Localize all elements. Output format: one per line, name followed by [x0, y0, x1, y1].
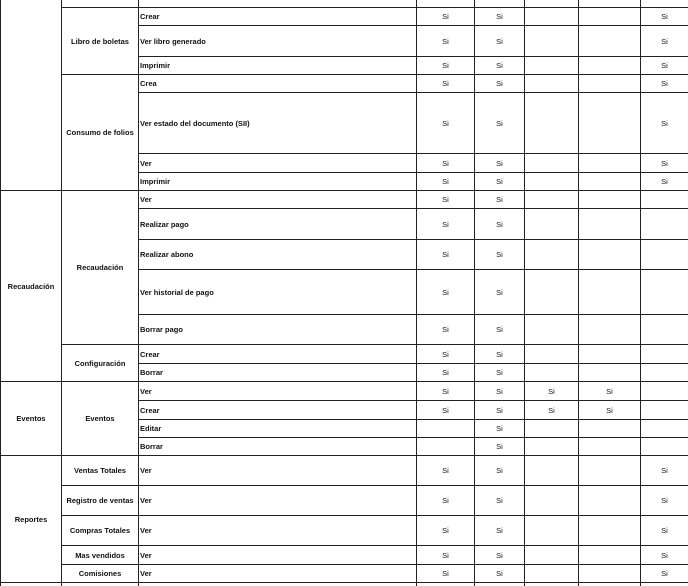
action-cell — [139, 583, 417, 586]
permission-cell: Si — [475, 270, 525, 315]
action-cell: Ver — [139, 565, 417, 583]
permission-cell — [579, 154, 641, 173]
permission-cell — [525, 270, 579, 315]
action-cell: Ver — [139, 382, 417, 401]
permission-cell: Si — [417, 93, 475, 154]
permission-cell — [525, 191, 579, 209]
submodule-cell: Recaudación — [62, 191, 139, 345]
permission-cell: Si — [641, 565, 688, 583]
submodule-cell: Compras Totales — [62, 516, 139, 546]
action-cell: Ver estado del documento (SII) — [139, 93, 417, 154]
permission-cell: Si — [417, 75, 475, 93]
permission-cell — [525, 26, 579, 57]
submodule-cell: Ventas Totales — [62, 456, 139, 486]
action-cell: Ver — [139, 456, 417, 486]
permission-cell — [525, 93, 579, 154]
permission-cell — [579, 270, 641, 315]
submodule-cell: Consumo de folios — [62, 75, 139, 191]
permission-cell: Si — [641, 75, 688, 93]
action-cell: Ver historial de pago — [139, 270, 417, 315]
permission-cell: Si — [417, 315, 475, 345]
action-cell: Realizar pago — [139, 209, 417, 240]
permission-cell: Si — [417, 191, 475, 209]
permission-cell: Si — [417, 382, 475, 401]
submodule-cell — [62, 583, 139, 586]
permission-cell — [525, 516, 579, 546]
action-cell: Ver — [139, 191, 417, 209]
permission-cell: Si — [417, 486, 475, 516]
permission-cell — [579, 191, 641, 209]
permission-cell — [525, 345, 579, 364]
permission-cell: Si — [475, 240, 525, 270]
permission-cell: Si — [417, 345, 475, 364]
table-row — [1, 516, 688, 546]
permission-cell: Si — [475, 565, 525, 583]
permission-cell: Si — [641, 57, 688, 75]
permission-cell: Si — [417, 209, 475, 240]
module-cell — [1, 583, 62, 586]
submodule-cell: Libro de boletas — [62, 8, 139, 75]
permission-cell — [641, 345, 688, 364]
permission-cell: Si — [641, 486, 688, 516]
table-row — [1, 382, 688, 401]
permission-cell — [525, 173, 579, 191]
permission-cell: Si — [417, 270, 475, 315]
permission-cell — [525, 240, 579, 270]
action-cell: Borrar — [139, 364, 417, 382]
submodule-cell — [62, 0, 139, 8]
permission-cell: Si — [641, 173, 688, 191]
permission-cell — [525, 546, 579, 565]
permission-cell: Si — [475, 420, 525, 438]
permission-cell — [525, 364, 579, 382]
permission-cell: Si — [475, 382, 525, 401]
permission-cell — [641, 420, 688, 438]
permission-cell — [579, 565, 641, 583]
permission-cell: Si — [579, 382, 641, 401]
permission-cell: Si — [475, 315, 525, 345]
table-row — [1, 191, 688, 209]
permission-cell: Si — [475, 345, 525, 364]
permission-cell: Si — [417, 565, 475, 583]
action-cell: Crear — [139, 8, 417, 26]
permission-cell: Si — [475, 401, 525, 420]
permission-cell — [579, 438, 641, 456]
permission-cell: Si — [417, 516, 475, 546]
permission-cell: Si — [475, 57, 525, 75]
submodule-cell: Comisiones — [62, 565, 139, 583]
permission-cell — [641, 270, 688, 315]
table-row — [1, 75, 688, 93]
permission-cell: Si — [475, 173, 525, 191]
permission-cell: Si — [475, 456, 525, 486]
action-cell: Borrar — [139, 438, 417, 456]
permission-cell — [641, 438, 688, 456]
permission-cell — [579, 26, 641, 57]
permission-cell: Si — [417, 546, 475, 565]
permission-cell: Si — [475, 438, 525, 456]
module-cell: Recaudación — [1, 191, 62, 382]
permission-cell: Si — [417, 154, 475, 173]
permission-cell: Si — [641, 26, 688, 57]
permission-cell — [579, 173, 641, 191]
permission-cell — [525, 75, 579, 93]
permission-cell: Si — [525, 401, 579, 420]
permission-cell — [525, 438, 579, 456]
submodule-cell: Eventos — [62, 382, 139, 456]
permission-cell: Si — [417, 26, 475, 57]
permission-cell — [579, 0, 641, 8]
permission-cell: Si — [641, 93, 688, 154]
permission-cell: Si — [475, 154, 525, 173]
permission-cell: Si — [641, 456, 688, 486]
permission-cell — [525, 154, 579, 173]
table-row — [1, 0, 688, 8]
permission-cell: Si — [417, 8, 475, 26]
permission-cell: Si — [417, 456, 475, 486]
action-cell: Editar — [139, 420, 417, 438]
permission-cell — [579, 546, 641, 565]
permission-cell: Si — [475, 75, 525, 93]
permission-cell — [579, 240, 641, 270]
permission-cell: Si — [475, 486, 525, 516]
permission-cell — [417, 583, 475, 586]
permission-cell — [417, 438, 475, 456]
permission-cell — [641, 191, 688, 209]
permission-cell — [475, 0, 525, 8]
permission-cell — [579, 209, 641, 240]
permission-cell: Si — [475, 364, 525, 382]
action-cell: Crear — [139, 401, 417, 420]
permission-cell: Si — [475, 93, 525, 154]
permission-cell — [525, 583, 579, 586]
permission-cell — [641, 401, 688, 420]
submodule-cell: Configuración — [62, 345, 139, 382]
permission-cell — [579, 364, 641, 382]
permission-cell: Si — [417, 57, 475, 75]
permission-cell — [641, 583, 688, 586]
permission-cell — [525, 209, 579, 240]
permission-cell — [417, 420, 475, 438]
permission-cell: Si — [475, 191, 525, 209]
action-cell: Ver — [139, 154, 417, 173]
module-cell: Reportes — [1, 456, 62, 583]
permission-cell: Si — [475, 209, 525, 240]
submodule-cell: Registro de ventas — [62, 486, 139, 516]
permission-cell — [579, 57, 641, 75]
permission-cell: Si — [641, 8, 688, 26]
permission-cell — [641, 315, 688, 345]
action-cell: Ver — [139, 516, 417, 546]
permission-cell: Si — [417, 173, 475, 191]
permission-cell — [579, 345, 641, 364]
action-cell: Crear — [139, 345, 417, 364]
action-cell: Ver — [139, 546, 417, 565]
permission-cell — [641, 364, 688, 382]
table-row — [1, 345, 688, 364]
permission-cell — [579, 75, 641, 93]
permission-cell — [525, 420, 579, 438]
permission-cell — [641, 240, 688, 270]
permission-cell — [579, 420, 641, 438]
permission-cell — [525, 565, 579, 583]
table-row — [1, 486, 688, 516]
table-row — [1, 546, 688, 565]
permission-cell — [525, 486, 579, 516]
permission-cell — [525, 57, 579, 75]
permission-cell — [525, 8, 579, 26]
action-cell: Ver libro generado — [139, 26, 417, 57]
permission-cell: Si — [641, 546, 688, 565]
permission-cell — [579, 486, 641, 516]
permission-cell — [579, 315, 641, 345]
module-cell — [1, 0, 62, 191]
action-cell: Imprimir — [139, 57, 417, 75]
permission-cell: Si — [417, 364, 475, 382]
permission-cell: Si — [641, 516, 688, 546]
permission-cell — [641, 209, 688, 240]
permission-cell: Si — [475, 8, 525, 26]
permission-cell: Si — [475, 26, 525, 57]
action-cell: Imprimir — [139, 173, 417, 191]
permission-cell — [579, 456, 641, 486]
permission-cell: Si — [475, 546, 525, 565]
action-cell — [139, 0, 417, 8]
permission-cell — [641, 382, 688, 401]
permission-cell — [579, 516, 641, 546]
action-cell: Ver — [139, 486, 417, 516]
module-cell: Eventos — [1, 382, 62, 456]
permission-cell: Si — [641, 154, 688, 173]
permission-cell: Si — [579, 401, 641, 420]
permission-cell — [641, 0, 688, 8]
action-cell: Crea — [139, 75, 417, 93]
table-row — [1, 565, 688, 583]
permission-cell — [417, 0, 475, 8]
table-row — [1, 583, 688, 586]
permission-cell: Si — [417, 240, 475, 270]
permission-cell — [525, 0, 579, 8]
action-cell: Borrar pago — [139, 315, 417, 345]
permission-cell: Si — [417, 401, 475, 420]
table-row — [1, 456, 688, 486]
permission-cell — [579, 583, 641, 586]
permission-cell — [525, 315, 579, 345]
permission-cell — [579, 93, 641, 154]
permission-cell — [579, 8, 641, 26]
action-cell: Realizar abono — [139, 240, 417, 270]
table-row — [1, 8, 688, 26]
permission-cell — [525, 456, 579, 486]
permission-cell: Si — [475, 516, 525, 546]
permission-cell — [475, 583, 525, 586]
permission-cell: Si — [525, 382, 579, 401]
submodule-cell: Mas vendidos — [62, 546, 139, 565]
